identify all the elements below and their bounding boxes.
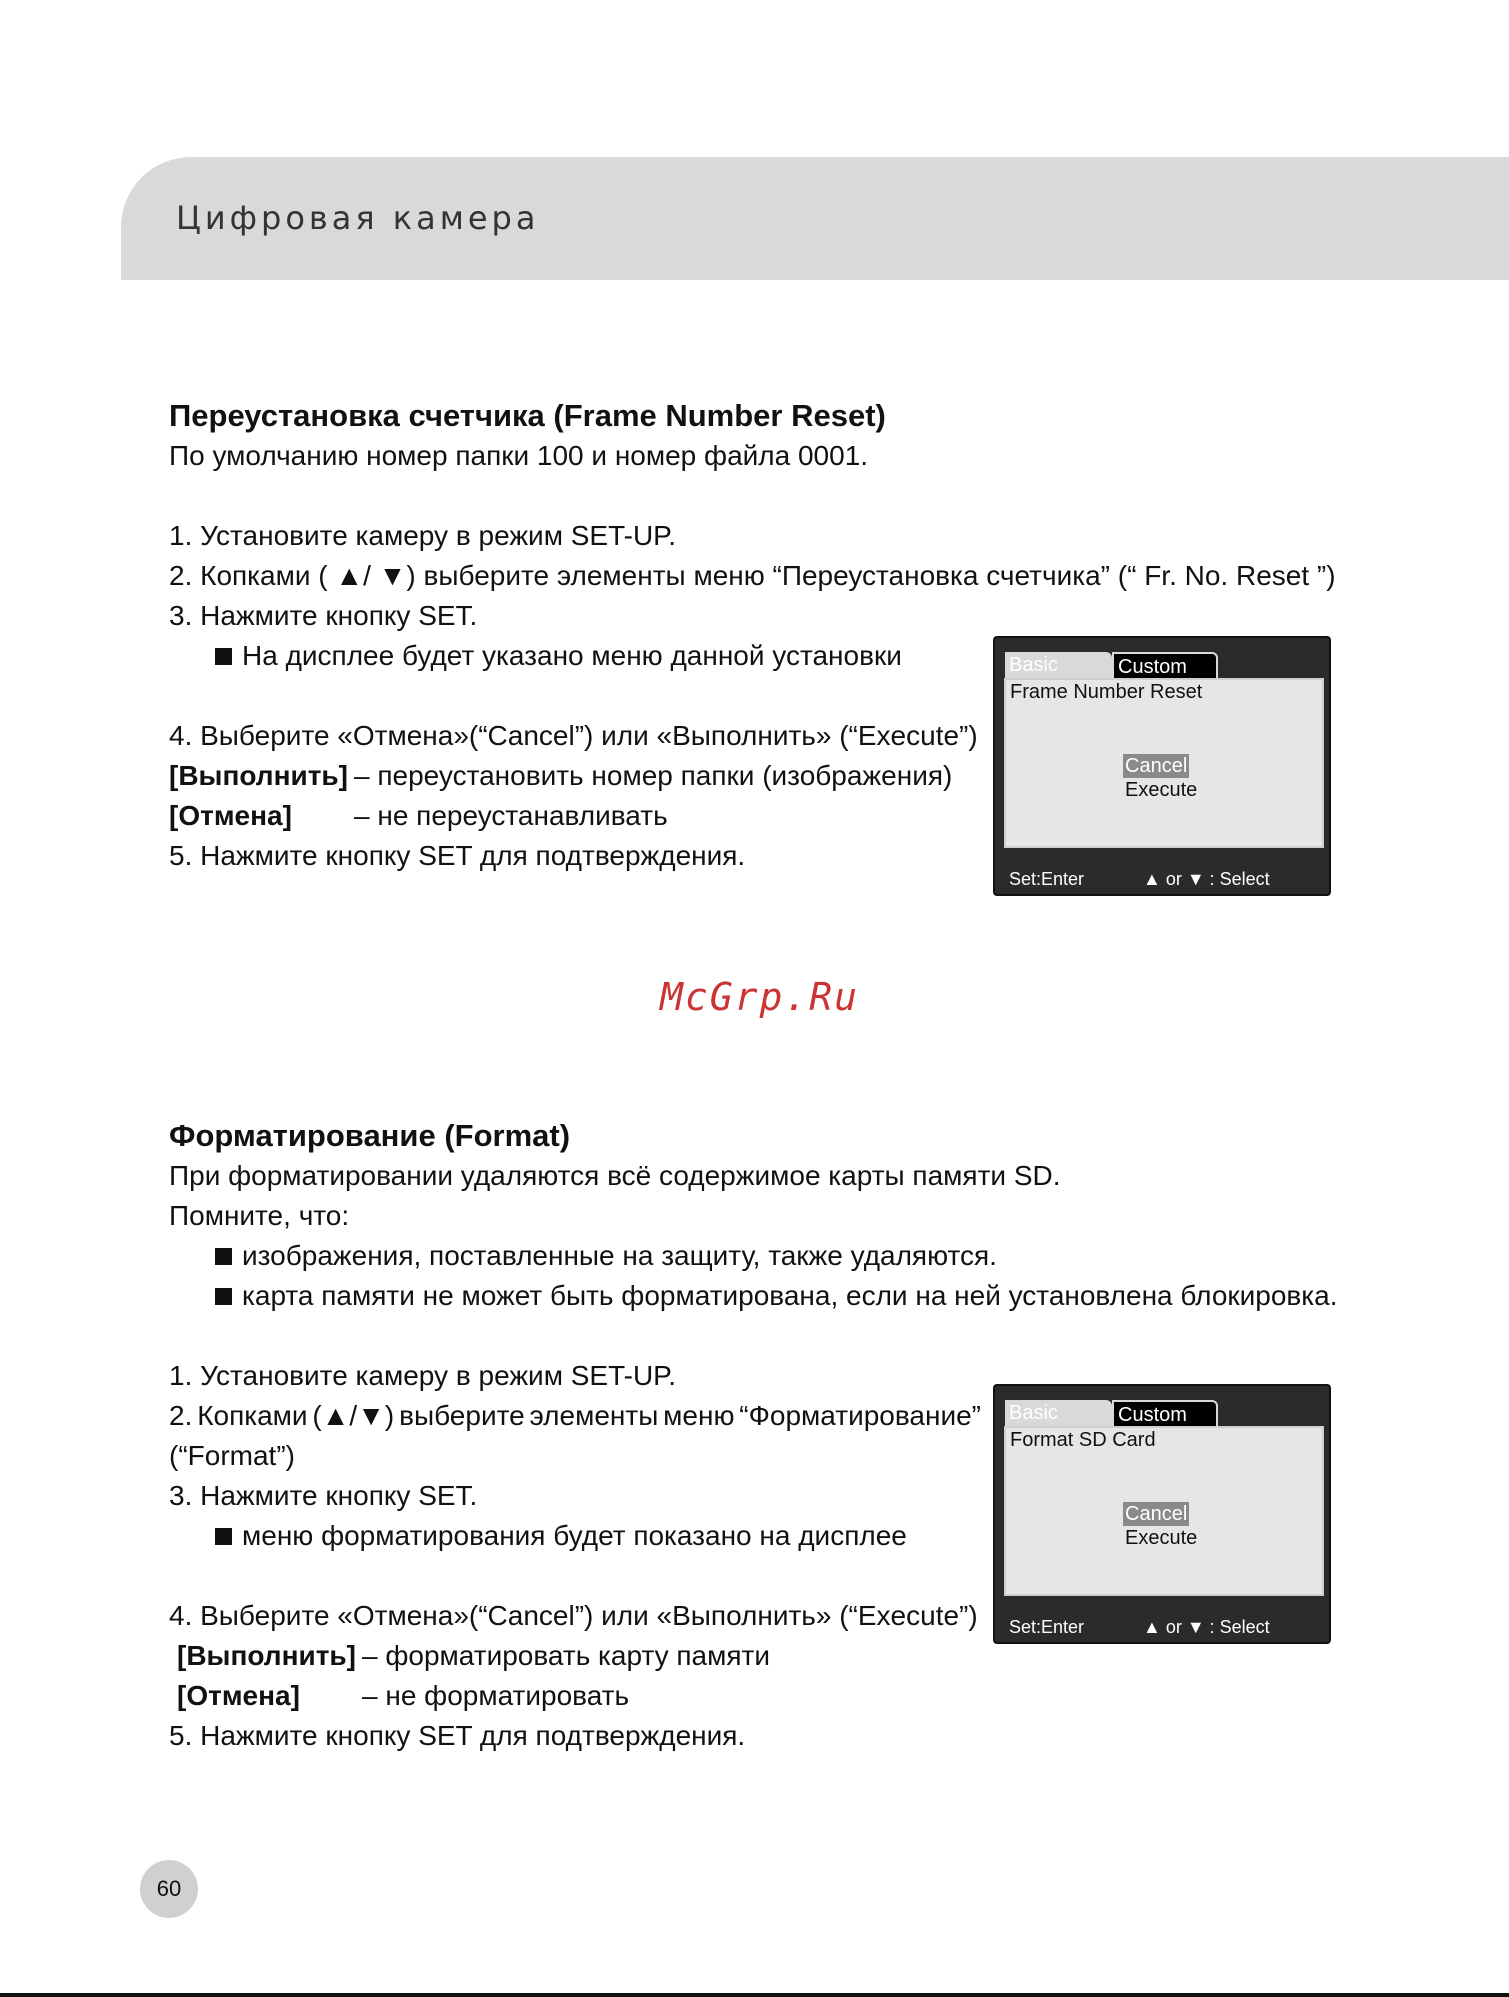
lcd-panel — [1004, 678, 1324, 848]
lcd-menu-title: Format SD Card — [1010, 1429, 1156, 1451]
lcd-footer-enter: Set:Enter — [1009, 869, 1085, 889]
section2-execute-desc: – форматировать карту памяти — [362, 1640, 770, 1671]
square-bullet-icon — [215, 1528, 232, 1545]
section2-step2-part: элементы — [529, 1400, 659, 1431]
section1-step5: 5. Нажмите кнопку SET для подтверждения. — [169, 840, 746, 871]
tab-custom: Custom — [1112, 1400, 1218, 1426]
section2-bullet1-text: изображения, поставленные на защиту, также удаляются. — [242, 1240, 997, 1271]
section1-step1: 1. Установите камеру в режим SET-UP. — [169, 520, 677, 551]
watermark: McGrp.Ru — [660, 975, 860, 1019]
section2-step3: 3. Нажмите кнопку SET. — [169, 1480, 478, 1511]
section2-step2 — [169, 1396, 981, 1436]
section2-cancel-desc: – не форматировать — [362, 1680, 630, 1711]
section2-step2-part: меню — [663, 1400, 735, 1431]
option-cancel: Cancel — [1125, 1503, 1188, 1525]
section2-step2-part: 2. — [169, 1400, 193, 1431]
lcd-screen-frame-reset — [993, 636, 1331, 896]
header-title: Цифровая камера — [176, 199, 540, 237]
tab-basic: Basic — [1005, 1400, 1112, 1426]
lcd-screen-format — [993, 1384, 1331, 1644]
section2-heading: Форматирование (Format) — [169, 1118, 571, 1153]
square-bullet-icon — [215, 1288, 232, 1305]
section1-note — [169, 636, 989, 676]
section2-step2-part: (▲/▼) — [312, 1400, 395, 1431]
section1-note-text: На дисплее будет указано меню данной установки — [242, 640, 902, 671]
bottom-rule — [0, 1993, 1509, 1997]
section1-step3: 3. Нажмите кнопку SET. — [169, 600, 478, 631]
section2-step2-part: “Форматирование” — [739, 1400, 981, 1431]
section2-bullet1 — [169, 1236, 997, 1276]
section2-step2-cont: (“Format”) — [169, 1440, 295, 1471]
lcd-footer-select: ▲ or ▼ : Select — [1143, 869, 1270, 889]
option-cancel: Cancel — [1125, 755, 1188, 777]
section1-cancel-desc: – не переустанавливать — [354, 800, 668, 831]
section1-cancel-term: [Отмена] — [169, 800, 292, 831]
section1-execute-row — [169, 756, 989, 796]
section2-note-text: меню форматирования будет показано на дисплее — [242, 1520, 907, 1551]
lcd-panel — [1004, 1426, 1324, 1596]
section2-step5: 5. Нажмите кнопку SET для подтверждения. — [169, 1720, 746, 1751]
section1-heading: Переустановка счетчика (Frame Number Reset) — [169, 398, 886, 433]
section2-bullet2 — [169, 1276, 1338, 1316]
section1-step4: 4. Выберите «Отмена»(“Cancel”) или «Выполнить» (“Execute”) — [169, 720, 978, 751]
header-band — [121, 157, 1509, 280]
page-number: 60 — [140, 1860, 198, 1918]
section2-cancel-row — [169, 1676, 989, 1716]
section1-step2: 2. Копками ( ▲/ ▼) выберите элементы меню “Переустановка счетчика” (“ Fr. No. Reset ”) — [169, 560, 1336, 591]
section1-execute-term: [Выполнить] — [169, 760, 348, 791]
section2-remember: Помните, что: — [169, 1200, 350, 1231]
square-bullet-icon — [215, 648, 232, 665]
section2-bullet2-text: карта памяти не может быть форматирована, если на ней установлена блокировка. — [242, 1280, 1338, 1311]
section2-step2-part: выберите — [399, 1400, 525, 1431]
section1-intro: По умолчанию номер папки 100 и номер файла 0001. — [169, 440, 869, 471]
section2-intro: При форматировании удаляются всё содержимое карты памяти SD. — [169, 1160, 1061, 1191]
tab-basic: Basic — [1005, 652, 1112, 678]
section1-cancel-row — [169, 796, 989, 836]
lcd-footer-enter: Set:Enter — [1009, 1617, 1085, 1637]
section2-step2-part: Копками — [197, 1400, 308, 1431]
square-bullet-icon — [215, 1248, 232, 1265]
option-execute: Execute — [1125, 1527, 1198, 1549]
section2-step1: 1. Установите камеру в режим SET-UP. — [169, 1360, 677, 1391]
lcd-menu-title: Frame Number Reset — [1010, 681, 1203, 703]
section2-step4: 4. Выберите «Отмена»(“Cancel”) или «Выполнить» (“Execute”) — [169, 1600, 978, 1631]
section2-cancel-term: [Отмена] — [177, 1680, 300, 1711]
lcd-footer-select: ▲ or ▼ : Select — [1143, 1617, 1270, 1637]
tab-custom: Custom — [1112, 652, 1218, 678]
option-execute: Execute — [1125, 779, 1198, 801]
section1-execute-desc: – переустановить номер папки (изображения) — [354, 760, 953, 791]
section2-execute-row — [169, 1636, 989, 1676]
section2-execute-term: [Выполнить] — [177, 1640, 356, 1671]
section2-note — [169, 1516, 989, 1556]
